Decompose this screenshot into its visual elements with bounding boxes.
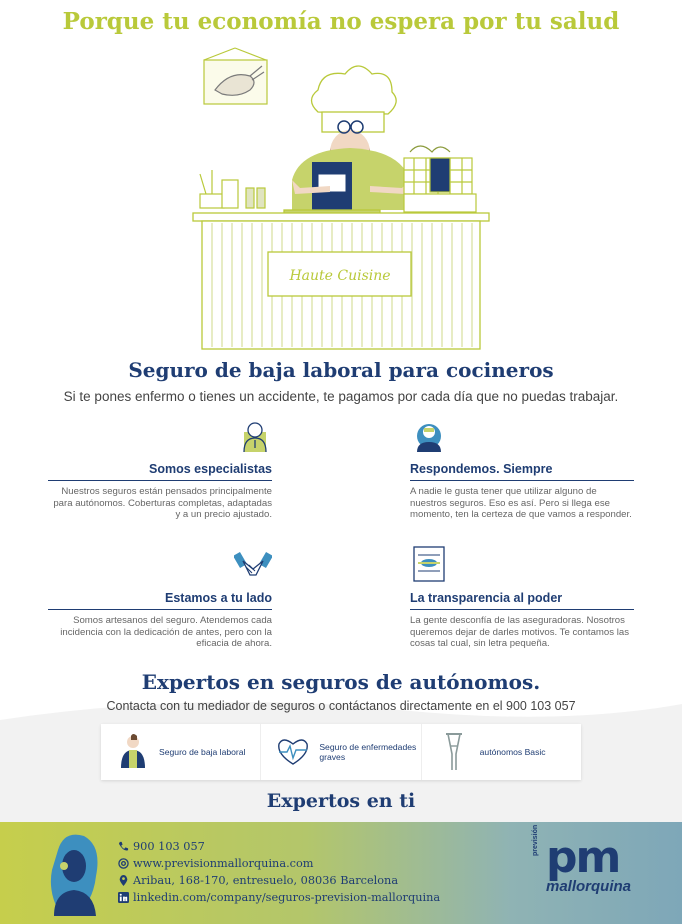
location-pin-icon xyxy=(118,875,129,886)
phone-text: 900 103 057 xyxy=(133,840,205,853)
logo-name: mallorquina xyxy=(546,878,632,895)
product-enfermedades-graves[interactable] xyxy=(261,724,421,780)
tagline: Expertos en ti xyxy=(266,790,416,812)
at-sign-icon xyxy=(118,858,129,869)
logo-pm: pm xyxy=(546,832,620,883)
product-autonomos-basic[interactable] xyxy=(422,724,581,780)
product-label: Seguro de enfermedades graves xyxy=(319,742,417,762)
logo-vertical-text: previsión xyxy=(532,824,539,856)
contact-phone[interactable] xyxy=(118,838,440,855)
section-subtitle: Si te pones enfermo o tienes un accidente, te pagamos por cada día que no puedas trabajar. xyxy=(63,389,619,404)
product-label: Seguro de baja laboral xyxy=(159,747,246,757)
feature-title: Somos especialistas xyxy=(48,462,272,481)
heart-pulse-icon xyxy=(275,732,311,772)
chef-illustration xyxy=(0,40,682,360)
feature-title: Estamos a tu lado xyxy=(48,591,272,610)
feature-respondemos xyxy=(410,418,634,528)
feature-title: Respondemos. Siempre xyxy=(410,462,634,481)
contact-linkedin[interactable] xyxy=(118,889,440,906)
crutch-icon xyxy=(436,732,472,772)
expertos-title: Expertos en seguros de autónomos. xyxy=(141,670,541,694)
feature-text: La gente desconfía de las aseguradoras. Nosotros queremos dejar de darles motivos. Te contamos las cosas tal cual, sin letra pequeña. xyxy=(410,615,629,650)
shrimp-picture-icon xyxy=(204,48,267,104)
product-baja-laboral[interactable] xyxy=(101,724,261,780)
headline: Porque tu economía no espera por tu salud xyxy=(62,8,620,35)
contact-address[interactable] xyxy=(118,872,440,889)
feature-text: A nadie le gusta tener que utilizar alguno de nuestros seguros. Eso es así. Pero si llega ese momento, ten la certeza de que vamos a responder. xyxy=(410,486,632,521)
worker-icon xyxy=(115,732,151,772)
company-logo xyxy=(532,824,640,914)
feature-transparencia xyxy=(410,545,634,665)
agent-avatar xyxy=(44,830,104,916)
handshake-icon xyxy=(234,545,272,583)
feature-text: Somos artesanos del seguro. Atendemos cada incidencia con la dedicación de antes, pero con la eficacia de ahora. xyxy=(60,615,272,650)
feature-title: La transparencia al poder xyxy=(410,591,634,610)
section-title: Seguro de baja laboral para cocineros xyxy=(128,358,554,382)
document-icon xyxy=(410,545,448,583)
person-icon xyxy=(236,418,274,456)
feature-somos-especialistas xyxy=(48,418,272,528)
feature-estamos-a-tu-lado xyxy=(48,545,272,655)
headset-agent-icon xyxy=(410,418,448,456)
footer xyxy=(0,822,682,924)
web-text: www.previsionmallorquina.com xyxy=(133,857,314,870)
product-label: autónomos Basic xyxy=(479,747,546,757)
linkedin-text: linkedin.com/company/seguros-prevision-mallorquina xyxy=(133,891,441,904)
counter-sign: Haute Cuisine xyxy=(289,268,391,284)
products-bar xyxy=(101,724,581,780)
contact-list xyxy=(118,838,440,906)
contact-line: Contacta con tu mediador de seguros o contáctanos directamente en el 900 103 057 xyxy=(106,699,576,713)
phone-icon xyxy=(118,841,129,852)
linkedin-icon xyxy=(118,892,129,903)
feature-text: Nuestros seguros están pensados principalmente para autónomos. Coberturas completas, adaptadas y a un precio ajustado. xyxy=(53,486,272,521)
contact-web[interactable] xyxy=(118,855,440,872)
address-text: Aribau, 168-170, entresuelo, 08036 Barcelona xyxy=(133,874,399,887)
